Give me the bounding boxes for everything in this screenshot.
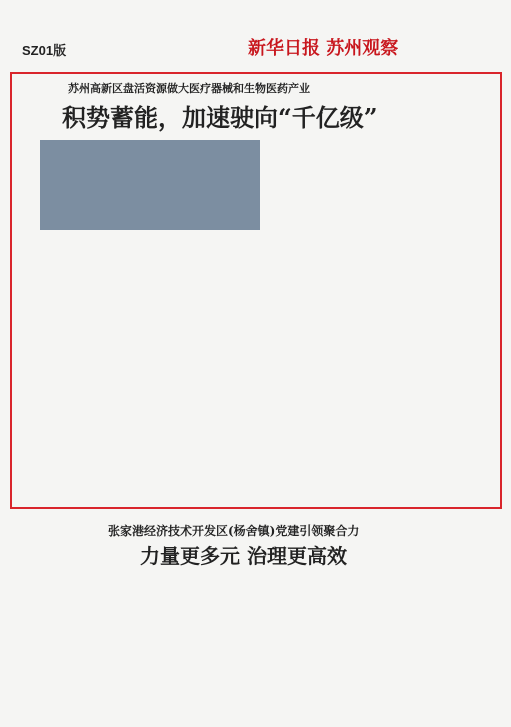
secondary-headline: 力量更多元 治理更高效 <box>140 544 347 568</box>
lead-article-frame <box>10 72 502 509</box>
page-number: SZ01版 <box>22 43 67 58</box>
lead-photo <box>40 140 260 230</box>
lead-kicker: 苏州高新区盘活资源做大医疗器械和生物医药产业 <box>68 82 310 95</box>
masthead: 新华日报 苏州观察 <box>248 38 399 59</box>
page-header <box>0 0 511 64</box>
lead-headline: 积势蓄能，加速驶向“千亿级” <box>62 103 378 132</box>
secondary-kicker: 张家港经济技术开发区(杨舍镇)党建引领聚合力 <box>108 524 360 538</box>
